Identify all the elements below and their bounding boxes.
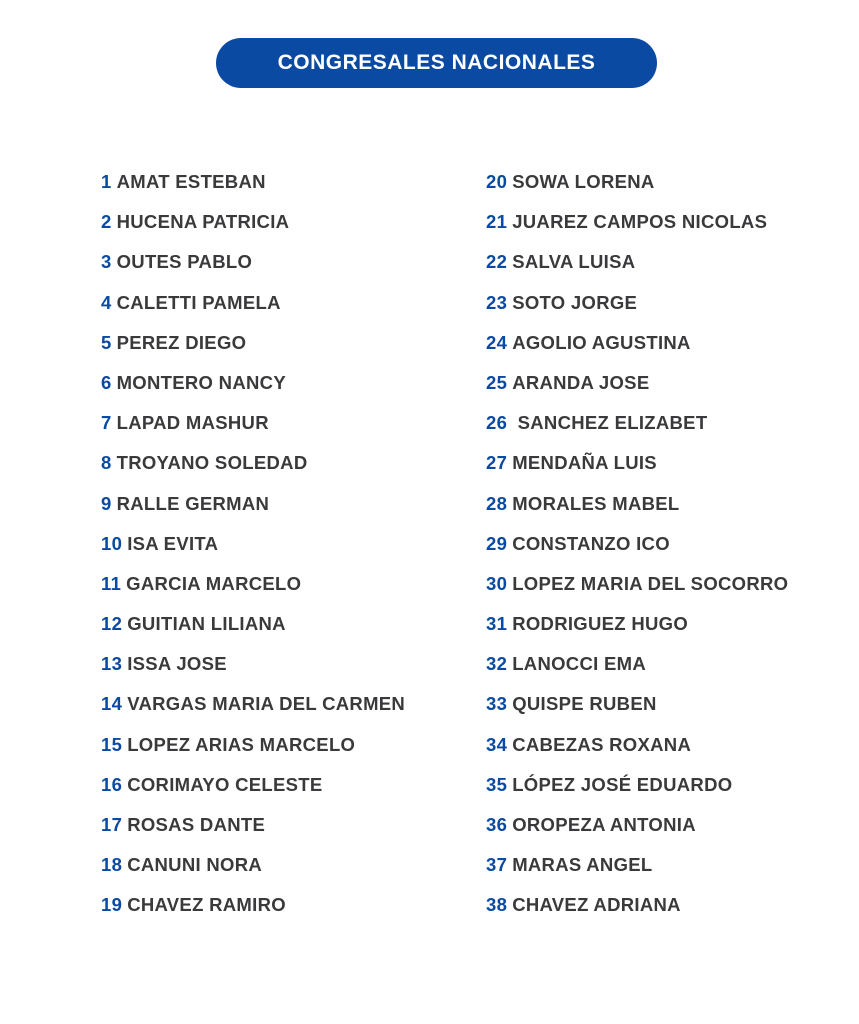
item-name: HUCENA PATRICIA	[116, 211, 290, 233]
item-name: ROSAS DANTE	[127, 814, 266, 835]
item-name: SOWA LORENA	[512, 171, 655, 192]
item-number: 12	[101, 613, 123, 635]
item-name: LOPEZ ARIAS MARCELO	[127, 733, 356, 755]
item-name: MORALES MABEL	[512, 492, 680, 514]
item-name: ARANDA JOSE	[512, 371, 650, 393]
list-item	[486, 250, 788, 290]
congresales-list-right	[486, 170, 788, 934]
item-name: GUITIAN LILIANA	[127, 613, 286, 635]
item-name: MONTERO NANCY	[116, 371, 286, 393]
page-title	[216, 38, 657, 88]
list-item	[101, 291, 405, 331]
item-name: MARAS ANGEL	[512, 854, 653, 876]
item-name: AMAT ESTEBAN	[116, 171, 266, 192]
item-name: LANOCCI EMA	[512, 653, 647, 675]
item-number: 8	[101, 452, 112, 474]
list-item	[486, 331, 788, 371]
list-item	[486, 773, 788, 813]
item-name: OUTES PABLO	[116, 251, 253, 273]
item-number: 6	[101, 371, 112, 393]
list-item	[101, 170, 405, 210]
list-item	[101, 733, 405, 773]
item-number: 23	[486, 291, 508, 313]
item-name: CONSTANZO ICO	[512, 532, 670, 554]
item-name: PEREZ DIEGO	[116, 331, 247, 353]
item-number: 29	[486, 532, 508, 554]
item-number: 16	[101, 773, 123, 795]
list-item	[101, 451, 405, 491]
item-name: CABEZAS ROXANA	[512, 733, 692, 755]
item-name: CANUNI NORA	[127, 854, 263, 876]
item-name: QUISPE RUBEN	[512, 693, 657, 715]
item-number: 20	[486, 171, 508, 192]
item-number: 37	[486, 854, 508, 876]
item-number: 38	[486, 894, 508, 916]
item-number: 19	[101, 894, 123, 916]
item-number: 22	[486, 251, 508, 273]
list-item	[101, 612, 405, 652]
item-number: 27	[486, 452, 508, 474]
list-item	[101, 371, 405, 411]
page-title-text: CONGRESALES NACIONALES	[277, 51, 596, 74]
list-item	[486, 411, 788, 451]
item-name: CORIMAYO CELESTE	[127, 773, 323, 795]
item-number: 15	[101, 733, 123, 755]
list-item	[486, 733, 788, 773]
item-name: SOTO JORGE	[512, 291, 638, 313]
list-item	[101, 250, 405, 290]
item-name: LOPEZ MARIA DEL SOCORRO	[512, 572, 789, 594]
item-number: 3	[101, 251, 112, 273]
item-number: 24	[486, 331, 508, 353]
item-name: LÓPEZ JOSÉ EDUARDO	[512, 773, 733, 795]
item-number: 9	[101, 492, 112, 514]
item-name: TROYANO SOLEDAD	[116, 452, 308, 474]
list-item	[101, 411, 405, 451]
item-number: 33	[486, 693, 508, 715]
item-number: 34	[486, 733, 508, 755]
list-item	[101, 492, 405, 532]
item-name: JUAREZ CAMPOS NICOLAS	[512, 211, 768, 233]
item-name: MENDAÑA LUIS	[512, 452, 657, 474]
item-name: ISA EVITA	[127, 532, 219, 554]
list-item	[486, 210, 788, 250]
list-item	[486, 893, 788, 933]
list-item	[101, 813, 405, 853]
list-item	[101, 572, 405, 612]
list-item	[486, 451, 788, 491]
item-number: 7	[101, 412, 112, 434]
item-number: 4	[101, 291, 112, 313]
item-number: 13	[101, 653, 123, 675]
item-number: 32	[486, 653, 508, 675]
item-number: 1	[101, 171, 112, 192]
item-number: 26	[486, 412, 508, 434]
item-name: SANCHEZ ELIZABET	[512, 412, 708, 434]
item-name: GARCIA MARCELO	[126, 572, 302, 594]
item-number: 10	[101, 532, 123, 554]
item-name: OROPEZA ANTONIA	[512, 814, 696, 835]
list-item	[101, 532, 405, 572]
item-number: 28	[486, 492, 508, 514]
list-item	[486, 492, 788, 532]
item-number: 36	[486, 814, 508, 835]
item-name: CHAVEZ RAMIRO	[127, 894, 286, 916]
item-number: 17	[101, 814, 123, 835]
list-item	[486, 572, 788, 612]
item-number: 5	[101, 331, 112, 353]
list-item	[486, 652, 788, 692]
item-number: 11	[101, 572, 122, 594]
list-item	[486, 692, 788, 732]
item-number: 35	[486, 773, 508, 795]
list-item	[486, 813, 788, 853]
item-name: LAPAD MASHUR	[116, 412, 269, 434]
item-name: RALLE GERMAN	[116, 492, 270, 514]
item-number: 14	[101, 693, 123, 715]
item-number: 21	[486, 211, 508, 233]
list-item	[101, 853, 405, 893]
item-name: VARGAS MARIA DEL CARMEN	[127, 693, 406, 715]
item-number: 2	[101, 211, 112, 233]
list-item	[486, 532, 788, 572]
list-item	[486, 170, 788, 210]
list-item	[101, 773, 405, 813]
list-item	[101, 692, 405, 732]
list-item	[486, 853, 788, 893]
list-item	[101, 210, 405, 250]
item-number: 31	[486, 613, 508, 635]
item-number: 18	[101, 854, 123, 876]
item-name: CHAVEZ ADRIANA	[512, 894, 681, 916]
list-item	[486, 612, 788, 652]
item-name: AGOLIO AGUSTINA	[512, 331, 691, 353]
item-name: RODRIGUEZ HUGO	[512, 613, 689, 635]
list-item	[486, 371, 788, 411]
item-number: 30	[486, 572, 508, 594]
item-name: SALVA LUISA	[512, 251, 636, 273]
congresales-list-left	[101, 170, 405, 934]
list-item	[101, 331, 405, 371]
list-item	[101, 893, 405, 933]
item-name: ISSA JOSE	[127, 653, 227, 675]
item-name: CALETTI PAMELA	[116, 291, 281, 313]
item-number: 25	[486, 371, 508, 393]
list-item	[486, 291, 788, 331]
list-item	[101, 652, 405, 692]
